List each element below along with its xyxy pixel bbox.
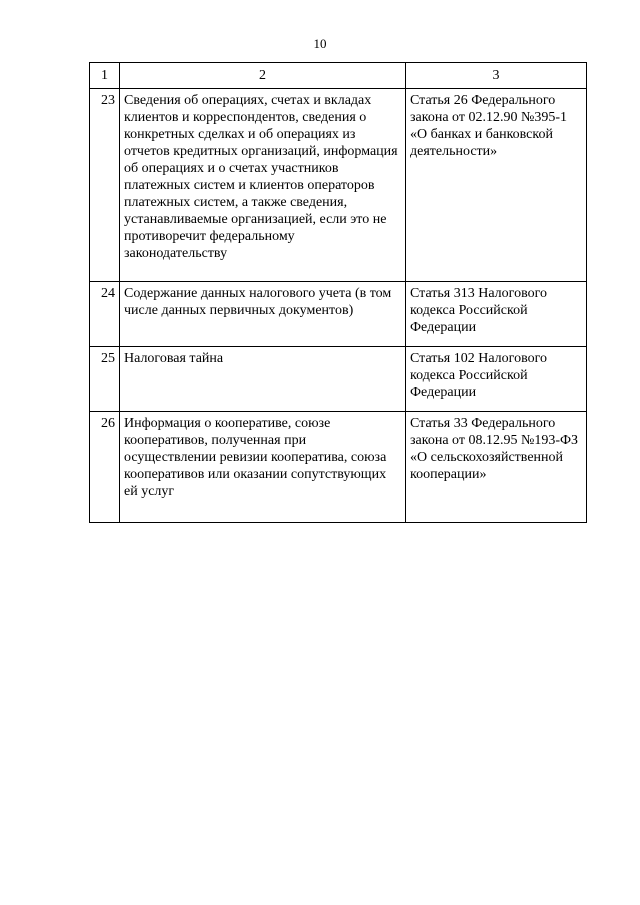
table-row xyxy=(90,347,587,412)
column-header-information: 2 xyxy=(120,63,406,89)
row-legal-basis: Статья 313 Налогового кодекса Российской Федерации xyxy=(406,282,587,347)
row-legal-basis: Статья 102 Налогового кодекса Российской Федерации xyxy=(406,347,587,412)
table-header-row xyxy=(90,63,587,89)
row-legal-basis: Статья 33 Федерального закона от 08.12.95 №193-ФЗ «О сельскохозяйственной кооперации» xyxy=(406,412,587,523)
page-number: 10 xyxy=(313,36,327,51)
row-number: 24 xyxy=(90,282,120,347)
row-information: Налоговая тайна xyxy=(120,347,406,412)
column-header-legal-basis: 3 xyxy=(406,63,587,89)
table-row xyxy=(90,282,587,347)
row-legal-basis: Статья 26 Федерального закона от 02.12.90 №395-1 «О банках и банковской деятельности» xyxy=(406,89,587,282)
column-header-number: 1 xyxy=(90,63,120,89)
row-number: 23 xyxy=(90,89,120,282)
row-information: Содержание данных налогового учета (в том числе данных первичных документов) xyxy=(120,282,406,347)
row-information: Сведения об операциях, счетах и вкладах клиентов и корреспондентов, сведения о конкретных сделках и об операциях из отчетов кредитных организаций, информация об операциях и о счетах участников платежных систем и клиентов операторов платежных систем, а также сведения, устанавливаемые организацией, если это не противоречит федеральному законодательству xyxy=(120,89,406,282)
table-row xyxy=(90,412,587,523)
row-number: 26 xyxy=(90,412,120,523)
row-number: 25 xyxy=(90,347,120,412)
row-information: Информация о кооперативе, союзе кооперативов, полученная при осуществлении ревизии кооператива, союза кооперативов или оказании сопутствующих ей услуг xyxy=(120,412,406,523)
table-row xyxy=(90,89,587,282)
document-table xyxy=(89,62,587,523)
